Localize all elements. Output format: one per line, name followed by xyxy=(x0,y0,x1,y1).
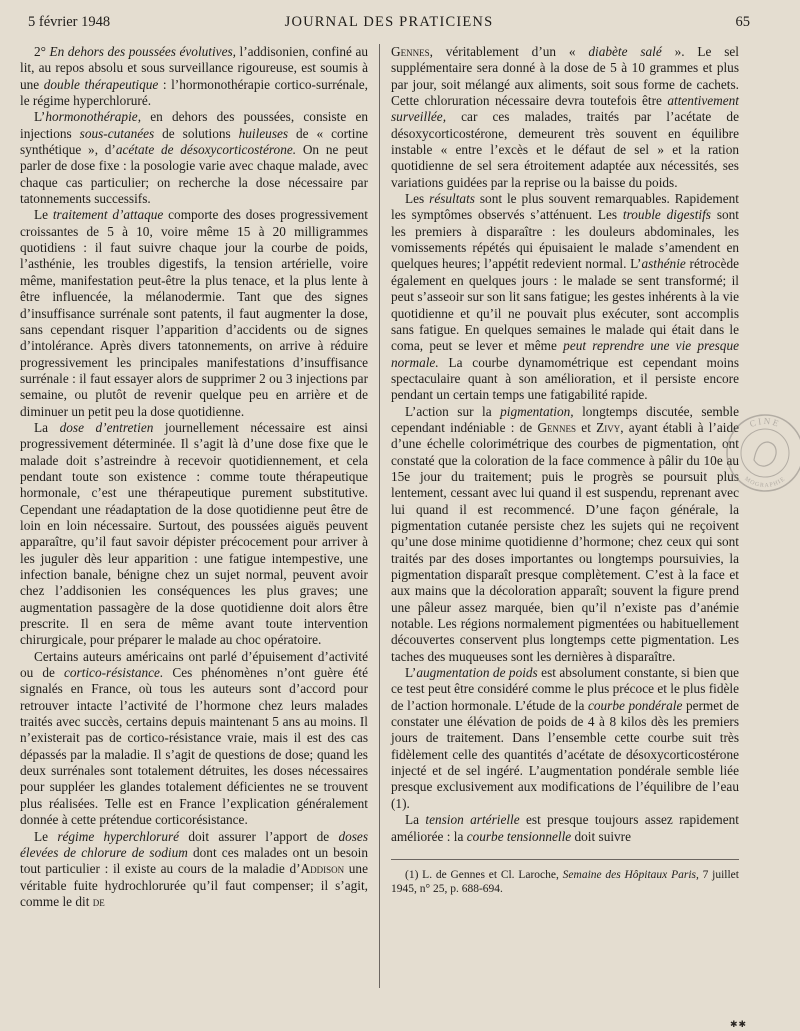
page-number: 65 xyxy=(735,14,750,30)
paragraph-weight-gain: L’augmentation de poids est absolument constante, si bien que ce test peut être considéré comme le plus précoce et le plus fidèle de l’action hormonale. L’étude de la courbe pondérale permet de constater une élévation de poids de 4 à 8 kilos dès les premiers jours de traitement. Dans l’ensemble cette courbe suit très fidèlement celle des quantités d’acétate de désoxycorticostérone injecté et de sel ingéré. L’augmentation pondérale semble liée presque exclusivement aux modifications de l’équilibre de l’eau (1). xyxy=(391,665,739,811)
issue-date: 5 février 1948 xyxy=(28,14,111,30)
paragraph-cortico-resistance: Certains auteurs américains ont parlé d’épuisement d’activité ou de cortico-résistance. Ces phénomènes n’ont guère été signalés en France, où tous les auteurs sont d’accord pour retrouver intacte l’activité de l’hormone chez leurs malades traités avec succès, certains depuis maintenant 5 ans au moins. Il n’existerait pas de cortico-résistance vraie, mais il est des cas dépassés par la maladie. Il s’agit de questions de dose; quand les deux surrénales sont totalement détruites, les doses nécessaires pour suppléer les glandes totalement déficientes ne se trouvent plus réalisées. Telle est en France l’explication généralement donnée à cette prétendue corticorésistance. xyxy=(20,648,368,828)
footnote-reference: (1) L. de Gennes et Cl. Laroche, Semaine des Hôpitaux Paris, 7 juillet 1945, n° 25, p. 688-694. xyxy=(391,868,739,895)
paragraph-maintenance-dose: La dose d’entretien journellement nécessaire est ainsi progressivement déterminée. Il s’agit là d’une dose fixe que le malade doit s’astreindre à recevoir quotidiennement, et cela pendant toute son existence : comme toute thérapeutique hormonale, c’est une thérapeutique purement substitutive. Cependant une réadaptation de la dose quotidienne peut être de loin en loin nécessaire. Surtout, des poussées aiguës peuvent apparaître, qu’il faut savoir dépister précocement pour arriver à les juguler dès leur apparition : une fatigue intempestive, une infection banale, bénigne chez un sujet normal, peuvent avoir chez l’addisonien les conséquences les plus graves; une augmentation passagère de la dose quotidienne doit alors être prescrite. Il en sera de même avant toute intervention chirurgicale, pour préparer le malade au choc opératoire. xyxy=(20,419,368,648)
stamp-top-text: CINE xyxy=(748,415,782,430)
column-divider xyxy=(379,44,380,988)
right-column xyxy=(391,44,739,896)
footnote xyxy=(391,859,739,896)
page-end-ornament: ✱✱ xyxy=(730,1019,748,1029)
paragraph-blood-pressure: La tension artérielle est presque toujours assez rapidement améliorée : la courbe tensionnelle doit suivre xyxy=(391,812,739,844)
paragraph-salt-diabetes: Gennes, véritablement d’un « diabète salé ». Le sel supplémentaire sera donné à la dose de 5 à 10 grammes et plus par jour, soit mélangé aux aliments, soit sous forme de cachets. Cette chloruration nécessaire devra toutefois être attentivement surveillée, car ces malades, traités par l’acétate de désoxycorticostérone, demeurent très souvent en équilibre instable « entre l’excès et le défaut de sel » et la ration quotidienne de sel sera étroitement adaptée aux nécessités, ses variations guidées par la reprise ou la baisse du poids. xyxy=(391,44,739,190)
paragraph-hormonotherapy: L’hormonothérapie, en dehors des poussées, consiste en injections sous-cutanées de solutions huileuses de « cortine synthétique », d’acétate de désoxycorticostérone. On ne peut parler de dose fixe : la posologie varie avec chaque malade, avec chaque cas particulier; on recherche la dose nécessaire par tatonnements successifs. xyxy=(20,109,369,207)
journal-title: JOURNAL DES PRATICIENS xyxy=(284,14,494,30)
left-column xyxy=(20,44,368,910)
running-header xyxy=(28,14,750,36)
paragraph-results: Les résultats sont le plus souvent remarquables. Rapidement les symptômes observés s’atténuent. Les trouble digestifs sont les premiers à disparaître : les douleurs abdominales, les vomissements répétés qui épuisaient le malade s’amendent en quelques heures; l’appétit redevient normal. L’asthénie rétrocède également en quelques jours : le malade se sent transformé; il peut s’asseoir sur son lit sans fatigue; les gestes inhérents à la vie quotidienne et qu’il ne pouvait plus exécuter, sont accomplis sans fatigue. En quelques semaines le malade qui était dans le coma, peut se lever et même peut reprendre une vie presque normale. La courbe dynamométrique est cependant moins spectaculaire quant à son amélioration, et il persiste encore pendant un certain temps une fatigabilité rapide. xyxy=(391,191,740,403)
stamp-emblem-icon xyxy=(754,442,776,466)
paragraph-attack-treatment: Le traitement d’attaque comporte des doses progressivement croissantes de 5 à 10, voire même 15 à 20 milligrammes quotidiens : il faut suivre chaque jour la courbe de poids, l’asthénie, les troubles digestifs, la tension artérielle, voire même, manifestation peut-être la plus tenace, et la plus lente à être influencée, la mélanodermie. Tant que des signes d’insuffisance surrénale sont patents, il faut augmenter la dose, sans cependant risquer l’apparition d’accidents ou de signes d’intolérance. Après divers tatonnements, on arrive à réduire progressivement les principales manifestations d’insuffisance surrénale : il faut essayer alors de supprimer 2 ou 3 injections par semaine, ou plutôt de revenir quelque peu en arrière et de diminuer un petit peu la dose quotidienne. xyxy=(20,207,368,419)
paragraph-outside-flare-ups: 2° En dehors des poussées évolutives, l’addisonien, confiné au lit, au repos absolu et sous surveillance rigoureuse, est soumis à une double thérapeutique : l’hormonothérapie cortico-surrénale, le régime hyperchloruré. xyxy=(20,44,368,109)
stamp-bottom-text: MOGRAPHIE xyxy=(743,476,787,490)
paragraph-pigmentation: L’action sur la pigmentation, longtemps discutée, semble cependant indéniable : de Gennes et Zivy, ayant établi à l’aide d’une échelle colorimétrique des courbes de pigmentation, ont constaté que la coloration de la face commence à pâlir du 10e au 15e jour du traitement; puis le progrès se poursuit plus lentement, cessant avec lui quand il est suspendu, reprenant avec lui quand il est recommencé. D’une façon générale, la pigmentation cutanée persiste chez les sujets qui ne reçoivent qu’une dose minime quotidienne d’hormone; chez ceux qui sont traités par des doses importantes ou longtemps poursuivies, la pigmentation disparaît presque complètement. C’est à la face et aux mains que la décoloration apparaît; souvent la figure prend une pâleur assez marquée, bien qu’il n’existe pas d’anémie notable. Les régions normalement pigmentées ou habituellement découvertes conservent plus longtemps cette pigmentation. Les taches des muqueuses sont les dernières à disparaître. xyxy=(391,403,739,664)
paragraph-hyperchloride-diet: Le régime hyperchloruré doit assurer l’apport de doses élevées de chlorure de sodium dont ces malades ont un besoin tout particulier : il existe au cours de la maladie d’Addison une véritable fuite hydrochlorurée qu’il faut compenser; il s’agit, comme le dit de xyxy=(20,828,369,909)
library-stamp xyxy=(724,412,800,494)
stamp-inner-ring xyxy=(741,429,789,477)
